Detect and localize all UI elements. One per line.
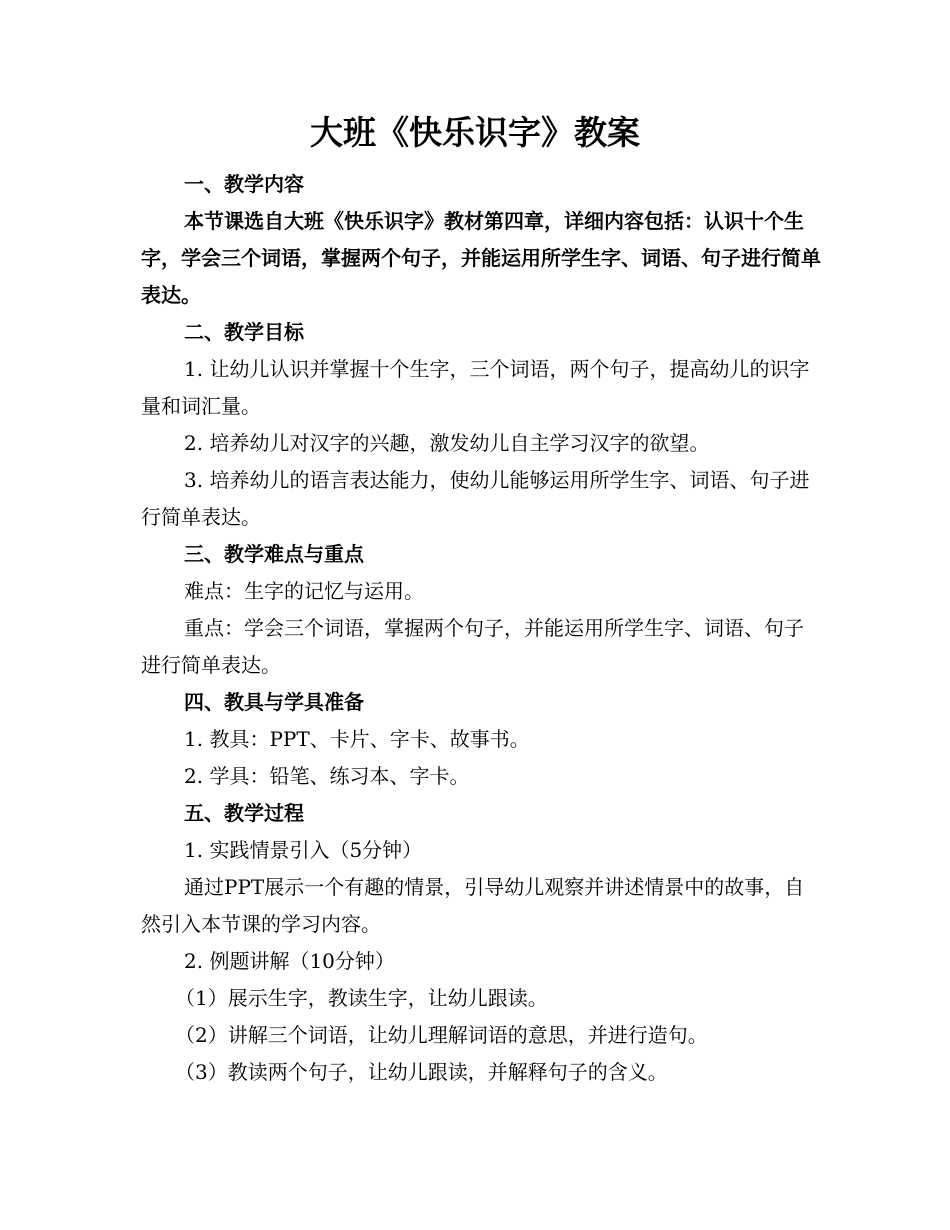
paragraph: 2. 例题讲解（10分钟） [184, 949, 395, 973]
paragraph: 2. 学具：铅笔、练习本、字卡。 [184, 764, 470, 788]
paragraph: 难点：生字的记忆与运用。 [184, 579, 424, 603]
paragraph: 1. 实践情景引入（5分钟） [184, 838, 423, 862]
paragraph: 3. 培养幼儿的语言表达能力，使幼儿能够运用所学生字、词语、句子进行简单表达。 [141, 468, 810, 529]
paragraph: 1. 教具：PPT、卡片、字卡、故事书。 [184, 727, 530, 751]
section-heading: 四、教具与学具准备 [184, 690, 364, 714]
section-heading: 二、教学目标 [184, 320, 304, 344]
paragraph: 重点：学会三个词语，掌握两个句子，并能运用所学生字、词语、句子进行简单表达。 [141, 616, 804, 677]
paragraph: 本节课选自大班《快乐识字》教材第四章，详细内容包括：认识十个生字，学会三个词语，掌握两个句子，并能运用所学生字、词语、句子进行简单表达。 [141, 209, 821, 307]
list-item: （3）教读两个句子，让幼儿跟读，并解释句子的含义。 [175, 1060, 668, 1084]
document-body [141, 166, 821, 1091]
paragraph: 2. 培养幼儿对汉字的兴趣，激发幼儿自主学习汉字的欲望。 [184, 431, 710, 455]
section-heading: 五、教学过程 [184, 801, 304, 825]
list-item: （2）讲解三个词语，让幼儿理解词语的意思，并进行造句。 [175, 1023, 708, 1047]
paragraph: 1. 让幼儿认识并掌握十个生字，三个词语，两个句子，提高幼儿的识字量和词汇量。 [141, 357, 810, 418]
section-heading: 三、教学难点与重点 [184, 542, 364, 566]
document-title: 大班《快乐识字》教案 [310, 113, 640, 152]
section-heading: 一、教学内容 [184, 172, 304, 196]
paragraph: 通过PPT展示一个有趣的情景，引导幼儿观察并讲述情景中的故事，自然引入本节课的学习内容。 [141, 875, 805, 936]
list-item: （1）展示生字，教读生字，让幼儿跟读。 [175, 986, 548, 1010]
